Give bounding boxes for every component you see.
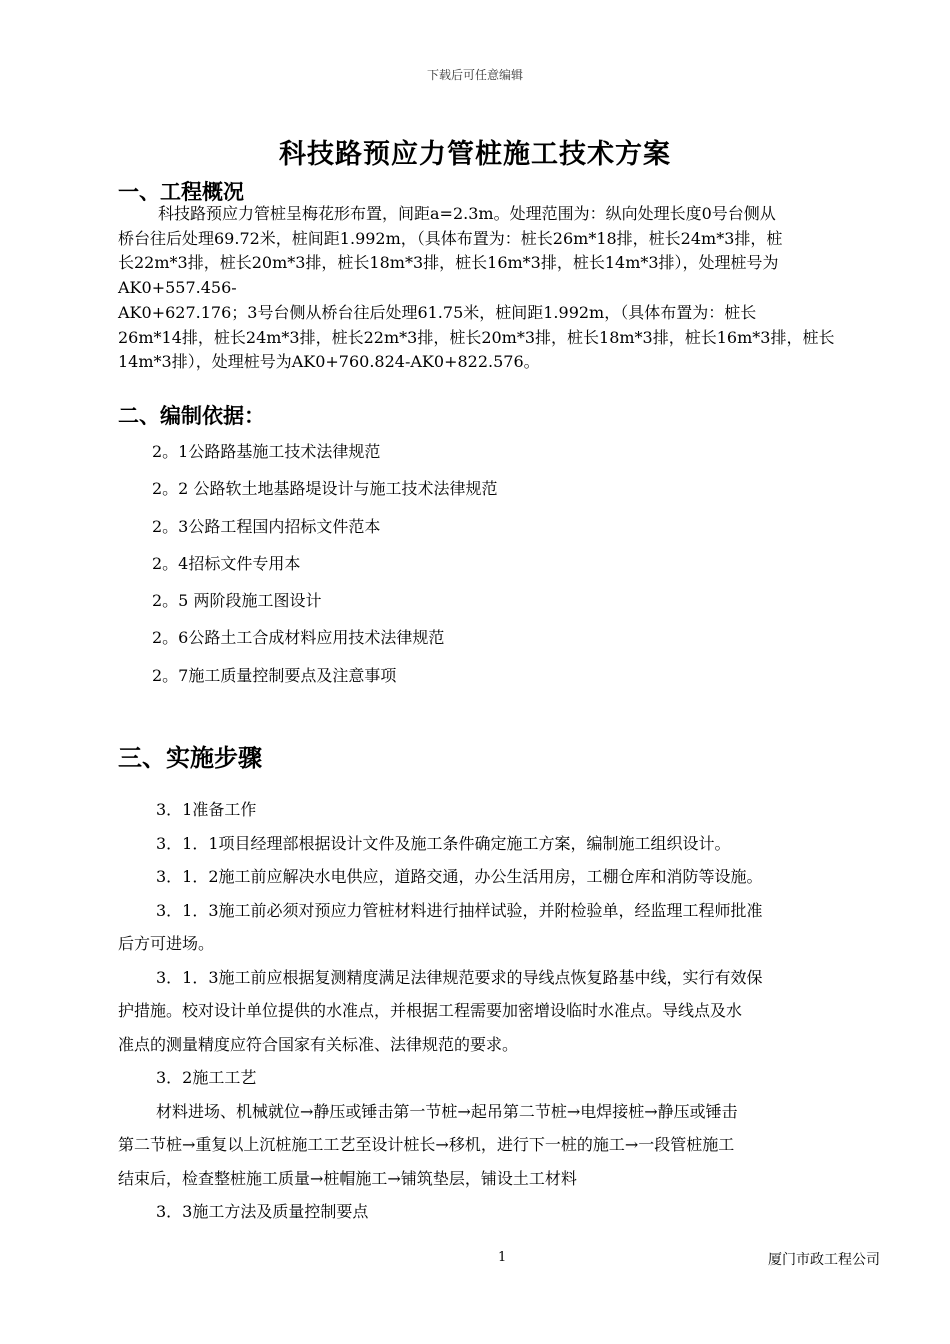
list-item: 2。1公路路基施工技术法律规范 — [152, 442, 381, 461]
list-item: 2。6公路土工合成材料应用技术法律规范 — [152, 628, 445, 648]
steps-content — [118, 793, 880, 1229]
basis-list — [152, 439, 497, 700]
text-line: 桥台往后处理69.72米，桩间距1.992m，（具体布置为：桩长26m*18排，桩长24m*3排，桩 — [118, 228, 783, 248]
text-line: 3．2施工工艺 — [156, 1068, 257, 1087]
list-item: 2。2 公路软土地基路堤设计与施工技术法律规范 — [152, 479, 498, 499]
header-note: 下载后可任意编辑 — [426, 68, 523, 82]
text-line: 14m*3排），处理桩号为AK0+760.824-AK0+822.576。 — [118, 352, 540, 372]
page-number: 1 — [498, 1250, 507, 1265]
company-name: 厦门市政工程公司 — [768, 1252, 880, 1268]
text-line: 3．1准备工作 — [156, 800, 257, 819]
list-item: 2。7施工质量控制要点及注意事项 — [152, 665, 397, 685]
text-line: 3．1．3施工前必须对预应力管桩材料进行抽样试验，并附检验单，经监理工程师批准 — [156, 900, 763, 920]
list-item: 2。4招标文件专用本 — [152, 553, 301, 573]
text-line: 科技路预应力管桩呈梅花形布置，间距a=2.3m。处理范围为：纵向处理长度0号台侧从 — [158, 204, 776, 223]
text-line: 准点的测量精度应符合国家有关标准、法律规范的要求。 — [118, 1034, 519, 1054]
text-line: 护措施。校对设计单位提供的水准点，并根据工程需要加密增设临时水准点。导线点及水 — [118, 1001, 743, 1020]
text-line: 材料进场、机械就位→静压或锤击第一节桩→起吊第二节桩→电焊接桩→静压或锤击 — [156, 1101, 738, 1121]
text-line: AK0+627.176；3号台侧从桥台往后处理61.75米，桩间距1.992m，（具体布置为：桩长 — [118, 302, 757, 322]
text-line: 结束后，检查整桩施工质量→桩帽施工→铺筑垫层，铺设土工材料 — [118, 1168, 577, 1188]
text-line: 后方可进场。 — [118, 934, 215, 953]
section-heading-overview: 一、工程概况 — [118, 179, 244, 204]
list-item: 2。3公路工程国内招标文件范本 — [152, 516, 381, 536]
text-line: AK0+557.456- — [118, 278, 237, 298]
text-line: 3．1．3施工前应根据复测精度满足法律规范要求的导线点恢复路基中线，实行有效保 — [156, 967, 763, 987]
text-line: 26m*14排，桩长24m*3排，桩长22m*3排，桩长20m*3排，桩长18m*3排，桩长16m*3排，桩长 — [118, 327, 835, 347]
document-title: 科技路预应力管桩施工技术方案 — [279, 139, 671, 170]
section-heading-steps: 三、实施步骤 — [118, 743, 262, 772]
text-line: 第二节桩→重复以上沉桩施工工艺至设计桩长→移机，进行下一桩的施工→一段管桩施工 — [118, 1135, 735, 1154]
list-item: 2。5 两阶段施工图设计 — [152, 591, 322, 611]
text-line: 长22m*3排，桩长20m*3排，桩长18m*3排，桩长16m*3排，桩长14m*3排），处理桩号为 — [118, 253, 779, 273]
text-line: 3．3施工方法及质量控制要点 — [156, 1202, 369, 1221]
section-heading-basis: 二、编制依据： — [118, 403, 265, 428]
overview-paragraph — [118, 202, 880, 375]
text-line: 3．1．1项目经理部根据设计文件及施工条件确定施工方案，编制施工组织设计。 — [156, 833, 731, 853]
text-line: 3．1．2施工前应解决水电供应，道路交通，办公生活用房，工棚仓库和消防等设施。 — [156, 867, 763, 886]
